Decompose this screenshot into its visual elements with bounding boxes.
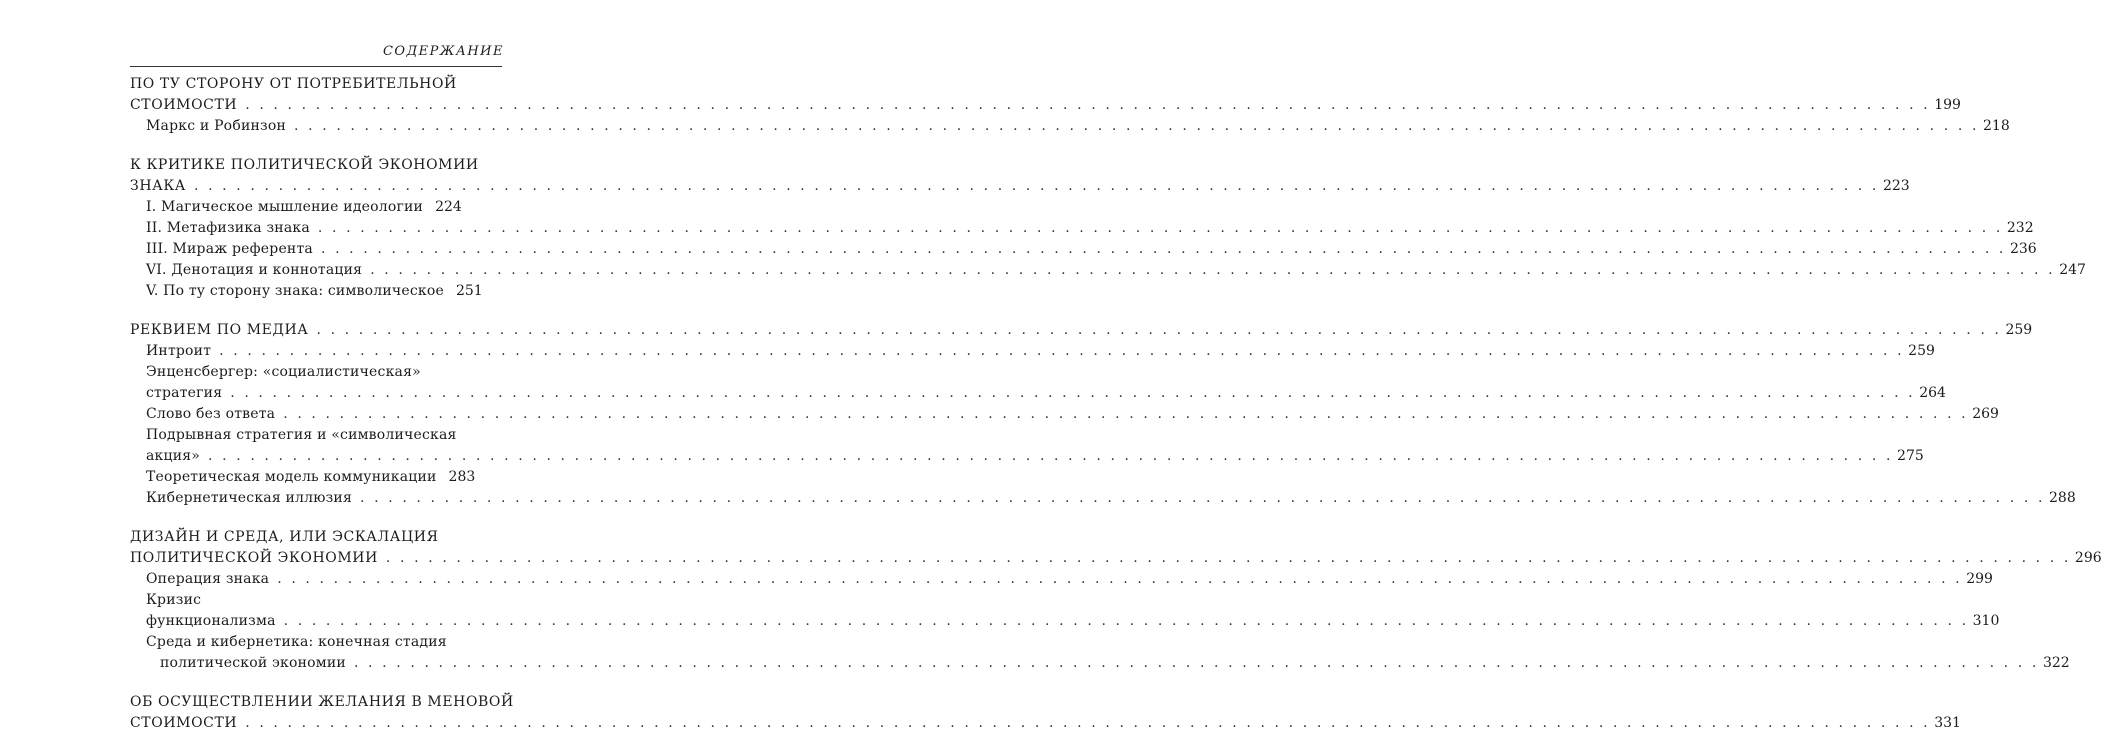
toc-entry-title: ПОЛИТИЧЕСКОЙ ЭКОНОМИИ: [130, 550, 378, 566]
toc-subsection-line[interactable]: [0, 362, 600, 383]
toc-chapter-line[interactable]: [0, 320, 2033, 341]
toc-entry-title: ДИЗАЙН И СРЕДА, ИЛИ ЭСКАЛАЦИЯ: [130, 529, 439, 545]
toc-chapter-line[interactable]: [0, 548, 2102, 569]
toc-leader-dots: . . . . . . . . . . . . . . . . . . . . . . . . . . . . . . . . . . . . . . . . . . . . . . . . . . . . . . . . . . . . . . . . . . . . . . . . . . . . . . . . . . . . . . . . . . . . . . . . . . . . . . . . . . . . . . . . . . . . . . . .: [283, 406, 1969, 422]
toc-leader-dots: . . . . . . . . . . . . . . . . . . . . . . . . . . . . . . . . . . . . . . . . . . . . . . . . . . . . . . . . . . . . . . . . . . . . . . . . . . . . . . . . . . . . . . . . . . . . . . . . . . . . . . . . . . . . . . . . . . . . . . . .: [245, 715, 1931, 731]
toc-leader-dots: . . . . . . . . . . . . . . . . . . . . . . . . . . . . . . . . . . . . . . . . . . . . . . . . . . . . . . . . . . . . . . . . . . . . . . . . . . . . . . . . . . . . . . . . . . . . . . . . . . . . . . . . . . . . . . . . . . . . . . . .: [208, 448, 1894, 464]
toc-page-number: 218: [1983, 118, 2010, 134]
toc-entry-title: Маркс и Робинзон: [146, 118, 287, 134]
toc-page-number: 288: [2049, 490, 2076, 506]
toc-page-number: 232: [2006, 220, 2034, 236]
toc-leader-dots: . . . . . . . . . . . . . . . . . . . . . . . . . . . . . . . . . . . . . . . . . . . . . . . . . . . . . . . . . . . . . . . . . . . . . . . . . . . . . . . . . . . . . . . . . . . . . . . . . . . . . . . . . . . . . . . . . . . . . . . .: [283, 613, 1969, 629]
toc-subsection-line[interactable]: [0, 197, 462, 218]
toc-chapter-line[interactable]: [0, 713, 1961, 734]
toc-entry-title: Теоретическая модель коммуникации: [146, 469, 437, 485]
toc-leader-dots: . . . . . . . . . . . . . . . . . . . . . . . . . . . . . . . . . . . . . . . . . . . . . . . . . . . . . . . . . . . . . . . . . . . . . . . . . . . . . . . . . . . . . . . . . . . . . . . . . . . . . . . . . . . . . . . . . . . . . . . .: [245, 97, 1931, 113]
toc-page-number: 269: [1972, 406, 1999, 422]
toc-subsection-line[interactable]: [0, 404, 1999, 425]
toc-chapter-line[interactable]: [0, 155, 600, 176]
running-head: СОДЕРЖАНИЕ: [382, 44, 504, 59]
toc-subsection-line[interactable]: [0, 590, 600, 611]
toc-subsection-line[interactable]: [0, 653, 2070, 674]
toc-entry-title: политической экономии: [160, 655, 346, 671]
toc-page-number: 199: [1934, 97, 1961, 113]
toc-entry-title: III. Мираж референта: [146, 241, 313, 257]
toc-entry-title: II. Метафизика знака: [146, 220, 310, 236]
toc-entry-title: Подрывная стратегия и «символическая: [146, 427, 457, 443]
toc-entry-title: VI. Денотация и коннотация: [146, 262, 363, 278]
toc-entry-title: Операция знака: [146, 571, 270, 587]
toc-page-number: 264: [1919, 385, 1946, 401]
toc-entry-title: Кризис: [146, 592, 202, 608]
toc-page-number: 247: [2059, 262, 2086, 278]
toc-entry-title: стратегия: [146, 385, 223, 401]
toc-entry-title: акция»: [146, 448, 201, 464]
toc-entry-title: Слово без ответа: [146, 406, 276, 422]
toc-entry-title: ПО ТУ СТОРОНУ ОТ ПОТРЕБИТЕЛЬНОЙ: [130, 76, 457, 92]
toc-subsection-line[interactable]: [0, 239, 2037, 260]
toc-subsection-line[interactable]: [0, 488, 2076, 509]
toc-leader-dots: . . . . . . . . . . . . . . . . . . . . . . . . . . . . . . . . . . . . . . . . . . . . . . . . . . . . . . . . . . . . . . . . . . . . . . . . . . . . . . . . . . . . . . . . . . . . . . . . . . . . . . . . . . . . . . . . . . . . . . . .: [317, 220, 2003, 236]
toc-entry-title: I. Магическое мышление идеологии: [146, 199, 424, 215]
toc-page-number: 251: [455, 283, 483, 299]
toc-subsection-line[interactable]: [0, 569, 1993, 590]
toc-section: [0, 74, 2010, 137]
toc-subsection-line[interactable]: [0, 260, 2086, 281]
toc-subsection-line[interactable]: [0, 341, 1935, 362]
toc-entry-title: Интроит: [146, 343, 212, 359]
toc-leader-dots: . . . . . . . . . . . . . . . . . . . . . . . . . . . . . . . . . . . . . . . . . . . . . . . . . . . . . . . . . . . . . . . . . . . . . . . . . . . . . . . . . . . . . . . . . . . . . . . . . . . . . . . . . . . . . . . . . . . . . . . .: [277, 571, 1963, 587]
toc-entry-title: V. По ту сторону знака: символическое: [146, 283, 444, 299]
toc-subsection-line[interactable]: [0, 116, 2010, 137]
toc-section: [0, 155, 2086, 302]
toc-leader-dots: . . . . . . . . . . . . . . . . . . . . . . . . . . . . . . . . . . . . . . . . . . . . . . . . . . . . . . . . . . . . . . . . . . . . . . . . . . . . . . . . . . . . . . . . . . . . . . . . . . . . . . . . . . . . . . . . . . . . . . . .: [316, 322, 2002, 338]
toc-subsection-line[interactable]: [0, 632, 600, 653]
toc-subsection-line[interactable]: [0, 446, 1924, 467]
toc-leader-dots: . . . . . . . . . . . . . . . . . . . . . . . . . . . . . . . . . . . . . . . . . . . . . . . . . . . . . . . . . . . . . . . . . . . . . . . . . . . . . . . . . . . . . . . . . . . . . . . . . . . . . . . . . . . . . . . . . . . . . . . .: [353, 655, 2039, 671]
toc-leader-dots: . . . . . . . . . . . . . . . . . . . . . . . . . . . . . . . . . . . . . . . . . . . . . . . . . . . . . . . . . . . . . . . . . . . . . . . . . . . . . . . . . . . . . . . . . . . . . . . . . . . . . . . . . . . . . . . . . . . . . . . .: [320, 241, 2006, 257]
toc-page-number: 236: [2009, 241, 2037, 257]
toc-section: [0, 692, 1961, 734]
toc-page-number: 259: [2005, 322, 2033, 338]
toc-subsection-line[interactable]: [0, 467, 476, 488]
toc-entry-title: функционализма: [146, 613, 276, 629]
toc-leader-dots: . . . . . . . . . . . . . . . . . . . . . . . . . . . . . . . . . . . . . . . . . . . . . . . . . . . . . . . . . . . . . . . . . . . . . . . . . . . . . . . . . . . . . . . . . . . . . . . . . . . . . . . . . . . . . . . . . . . . . . . .: [294, 118, 1980, 134]
toc-chapter-line[interactable]: [0, 95, 1961, 116]
toc-subsection-line[interactable]: [0, 218, 2034, 239]
toc-leader-dots: . . . . . . . . . . . . . . . . . . . . . . . . . . . . . . . . . . . . . . . . . . . . . . . . . . . . . . . . . . . . . . . . . . . . . . . . . . . . . . . . . . . . . . . . . . . . . . . . . . . . . . . . . . . . . . . . . . . . . . . .: [219, 343, 1905, 359]
toc-entry-title: СТОИМОСТИ: [130, 97, 238, 113]
toc-page-number: 296: [2074, 550, 2102, 566]
toc-subsection-line[interactable]: [0, 383, 1946, 404]
toc-page-number: 322: [2042, 655, 2070, 671]
toc-leader-dots: . . . . . . . . . . . . . . . . . . . . . . . . . . . . . . . . . . . . . . . . . . . . . . . . . . . . . . . . . . . . . . . . . . . . . . . . . . . . . . . . . . . . . . . . . . . . . . . . . . . . . . . . . . . . . . . . . . . . . . . .: [193, 178, 1879, 194]
header-rule: [130, 66, 502, 67]
toc-page-number: 224: [435, 199, 462, 215]
toc-chapter-line[interactable]: [0, 692, 600, 713]
toc-leader-dots: . . . . . . . . . . . . . . . . . . . . . . . . . . . . . . . . . . . . . . . . . . . . . . . . . . . . . . . . . . . . . . . . . . . . . . . . . . . . . . . . . . . . . . . . . . . . . . . . . . . . . . . . . . . . . . . . . . . . . . . .: [230, 385, 1916, 401]
toc-section: [0, 527, 2102, 674]
toc-entry-title: ОБ ОСУЩЕСТВЛЕНИИ ЖЕЛАНИЯ В МЕНОВОЙ: [130, 694, 514, 710]
toc-leader-dots: . . . . . . . . . . . . . . . . . . . . . . . . . . . . . . . . . . . . . . . . . . . . . . . . . . . . . . . . . . . . . . . . . . . . . . . . . . . . . . . . . . . . . . . . . . . . . . . . . . . . . . . . . . . . . . . . . . . . . . . .: [370, 262, 2056, 278]
toc-page-number: 283: [448, 469, 476, 485]
toc-subsection-line[interactable]: [0, 611, 2000, 632]
toc-entry-title: К КРИТИКЕ ПОЛИТИЧЕСКОЙ ЭКОНОМИИ: [130, 157, 479, 173]
toc-page-number: 275: [1897, 448, 1924, 464]
toc-entry-title: СТОИМОСТИ: [130, 715, 238, 731]
table-of-contents: [0, 74, 2102, 752]
toc-entry-title: РЕКВИЕМ ПО МЕДИА: [130, 322, 309, 338]
toc-leader-dots: . . . . . . . . . . . . . . . . . . . . . . . . . . . . . . . . . . . . . . . . . . . . . . . . . . . . . . . . . . . . . . . . . . . . . . . . . . . . . . . . . . . . . . . . . . . . . . . . . . . . . . . . . . . . . . . . . . . . . . . .: [385, 550, 2071, 566]
toc-chapter-line[interactable]: [0, 74, 600, 95]
toc-entry-title: Среда и кибернетика: конечная стадия: [146, 634, 447, 650]
toc-page-number: 299: [1966, 571, 1993, 587]
toc-subsection-line[interactable]: [0, 281, 483, 302]
toc-entry-title: Энценсбергер: «социалистическая»: [146, 364, 421, 380]
toc-page-number: 223: [1882, 178, 1910, 194]
toc-entry-title: Кибернетическая иллюзия: [146, 490, 353, 506]
toc-page-number: 310: [1972, 613, 2000, 629]
toc-section: [0, 320, 2076, 509]
toc-chapter-line[interactable]: [0, 527, 600, 548]
toc-page-number: 331: [1934, 715, 1961, 731]
toc-entry-title: ЗНАКА: [130, 178, 186, 194]
toc-subsection-line[interactable]: [0, 425, 600, 446]
toc-chapter-line[interactable]: [0, 176, 1910, 197]
toc-leader-dots: . . . . . . . . . . . . . . . . . . . . . . . . . . . . . . . . . . . . . . . . . . . . . . . . . . . . . . . . . . . . . . . . . . . . . . . . . . . . . . . . . . . . . . . . . . . . . . . . . . . . . . . . . . . . . . . . . . . . . . . .: [360, 490, 2046, 506]
toc-page-number: 259: [1908, 343, 1935, 359]
